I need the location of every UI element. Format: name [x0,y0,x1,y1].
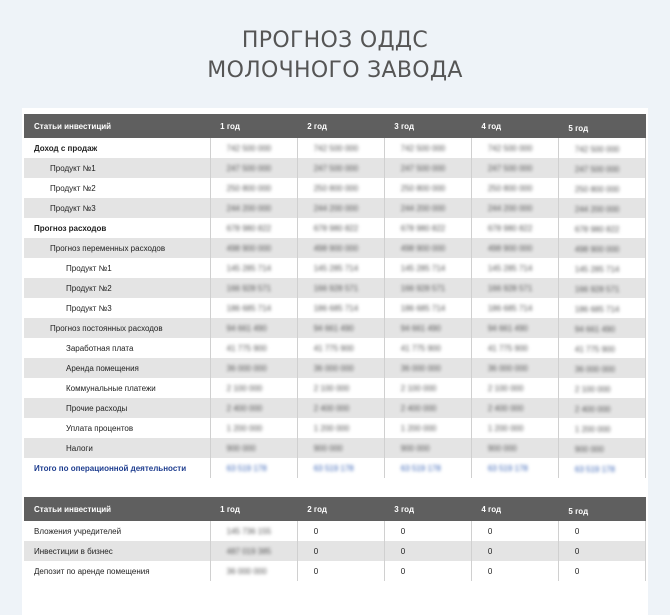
value-cell [471,298,558,318]
cell-value: 145 285 714 [487,263,533,273]
title-line-1: ПРОГНОЗ ОДДС [241,28,429,53]
table-body [24,521,646,581]
value-cell [210,178,297,198]
cell-value: 244 200 000 [313,203,359,213]
cell-value: 1 200 000 [313,423,350,433]
value-cell [384,198,471,218]
value-cell [558,338,645,358]
value-cell [210,398,297,418]
row-label: Продукт №2 [24,178,210,198]
value-cell [210,438,297,458]
value-cell [297,198,384,218]
table-row [24,258,646,278]
row-label: Прочие расходы [24,398,210,418]
value-cell [210,158,297,178]
cell-value: 41 775 900 [313,343,354,353]
cell-value: 247 500 000 [400,163,446,173]
value-cell [558,398,645,418]
cell-value: 2 100 000 [574,385,611,394]
cell-value: 2 100 000 [313,383,350,393]
value-cell [384,218,471,238]
cell-value: 247 500 000 [226,163,272,173]
cell-value: 2 400 000 [487,403,524,413]
value-cell [471,338,558,358]
cell-value: 0 [487,526,493,536]
value-cell [297,178,384,198]
cell-value: 2 100 000 [487,383,524,393]
cell-value: 2 400 000 [574,405,611,414]
table-row [24,358,646,378]
cell-value: 63 519 178 [226,463,267,473]
cell-value: 244 200 000 [226,203,272,213]
cell-value: 250 800 000 [487,183,533,193]
value-cell [297,158,384,178]
cell-value: 247 500 000 [313,163,359,173]
cell-value: 1 200 000 [226,423,263,433]
table-row [24,318,646,338]
value-cell [384,338,471,358]
cell-value: 0 [487,546,493,556]
value-cell [471,238,558,258]
table-row [24,378,646,398]
row-label: Прогноз переменных расходов [24,238,210,258]
value-cell [297,418,384,438]
value-cell [558,238,645,258]
value-cell [558,198,645,218]
column-header: 3 год [384,497,471,521]
value-cell [297,278,384,298]
value-cell [558,298,645,318]
cell-value: 900 000 [313,443,343,453]
value-cell [471,378,558,398]
value-cell [471,418,558,438]
cell-value: 94 661 490 [574,325,615,334]
value-cell [471,138,558,158]
value-cell [384,238,471,258]
column-header: Статьи инвестиций [24,114,210,138]
column-header: Статьи инвестиций [24,497,210,521]
page-title [0,0,670,86]
cell-value: 2 400 000 [400,403,437,413]
row-label: Коммунальные платежи [24,378,210,398]
value-cell [384,458,471,478]
cell-value: 2 400 000 [226,403,263,413]
row-label: Доход с продаж [24,138,210,158]
value-cell [558,358,645,378]
cell-value: 0 [313,566,319,576]
column-header: 4 год [471,497,558,521]
title-line-2: МОЛОЧНОГО ЗАВОДА [207,58,463,83]
value-cell [471,438,558,458]
value-cell [297,298,384,318]
value-cell [558,418,645,438]
column-header: 5 год [558,114,645,138]
cell-value: 742 500 000 [226,143,272,153]
column-header: 1 год [210,114,297,138]
cell-value: 145 285 714 [226,263,272,273]
column-header: 2 год [297,114,384,138]
cell-value: 2 400 000 [313,403,350,413]
value-cell [384,521,471,541]
value-cell [210,521,297,541]
cell-value: 145 285 714 [574,265,620,274]
value-cell [384,378,471,398]
cell-value: 166 928 571 [400,283,446,293]
cell-value: 900 000 [574,445,604,454]
value-cell [210,258,297,278]
cell-value: 900 000 [226,443,256,453]
cell-value: 498 900 000 [574,245,620,254]
cell-value: 247 500 000 [487,163,533,173]
cell-value: 186 685 714 [226,303,272,313]
value-cell [384,398,471,418]
cell-value: 145 285 714 [313,263,359,273]
value-cell [471,318,558,338]
value-cell [297,138,384,158]
value-cell [297,398,384,418]
value-cell [384,298,471,318]
value-cell [558,158,645,178]
cell-value: 186 685 714 [400,303,446,313]
row-label: Заработная плата [24,338,210,358]
cell-value: 36 000 000 [226,363,267,373]
cell-value: 742 500 000 [313,143,359,153]
value-cell [558,521,645,541]
cell-value: 0 [574,566,580,576]
table-header-row [24,497,646,521]
cell-value: 0 [487,566,493,576]
cell-value: 250 800 000 [226,183,272,193]
column-header: 3 год [384,114,471,138]
table-row [24,198,646,218]
cell-value: 250 800 000 [574,185,620,194]
table-row [24,561,646,581]
value-cell [210,561,297,581]
cell-value: 498 900 000 [487,243,533,253]
cell-value: 41 775 900 [574,345,615,354]
value-cell [297,438,384,458]
cell-value: 742 500 000 [400,143,446,153]
row-label: Вложения учредителей [24,521,210,541]
value-cell [384,158,471,178]
value-cell [471,158,558,178]
value-cell [297,238,384,258]
value-cell [297,358,384,378]
value-cell [471,218,558,238]
value-cell [210,218,297,238]
row-label: Итого по операционной деятельности [24,458,210,478]
value-cell [210,298,297,318]
row-label: Продукт №3 [24,198,210,218]
value-cell [297,338,384,358]
value-cell [384,541,471,561]
value-cell [471,178,558,198]
table-row [24,278,646,298]
value-cell [210,338,297,358]
value-cell [558,378,645,398]
cell-value: 2 100 000 [400,383,437,393]
cell-value: 41 775 900 [487,343,528,353]
value-cell [471,258,558,278]
cell-value: 1 200 000 [487,423,524,433]
table-row [24,418,646,438]
value-cell [210,318,297,338]
cell-value: 36 000 000 [226,566,267,576]
value-cell [210,458,297,478]
cell-value: 0 [400,546,406,556]
cell-value: 36 000 000 [400,363,441,373]
cell-value: 186 685 714 [313,303,359,313]
cell-value: 678 980 822 [226,223,272,233]
cell-value: 678 980 822 [487,223,533,233]
cell-value: 36 000 000 [313,363,354,373]
value-cell [558,318,645,338]
value-cell [471,358,558,378]
table-row [24,138,646,158]
cell-value: 487 019 385 [226,546,272,556]
value-cell [384,418,471,438]
cell-value: 36 000 000 [574,365,615,374]
row-label: Налоги [24,438,210,458]
row-label: Продукт №3 [24,298,210,318]
cell-value: 145 736 155 [226,526,272,536]
cell-value: 250 800 000 [313,183,359,193]
cell-value: 94 661 490 [313,323,354,333]
value-cell [297,258,384,278]
value-cell [297,318,384,338]
cell-value: 94 661 490 [226,323,267,333]
cell-value: 498 900 000 [226,243,272,253]
cell-value: 0 [574,546,580,556]
value-cell [210,378,297,398]
value-cell [558,278,645,298]
cell-value: 41 775 900 [226,343,267,353]
cell-value: 63 519 178 [313,463,354,473]
cell-value: 0 [400,526,406,536]
row-label: Прогноз расходов [24,218,210,238]
table-header-row [24,114,646,138]
value-cell [210,358,297,378]
value-cell [471,458,558,478]
row-label: Аренда помещения [24,358,210,378]
cell-value: 186 685 714 [574,305,620,314]
cell-value: 678 980 822 [400,223,446,233]
value-cell [297,458,384,478]
value-cell [384,561,471,581]
value-cell [558,138,645,158]
investment-table [24,497,646,581]
column-header: 1 год [210,497,297,521]
cell-value: 498 900 000 [400,243,446,253]
column-header: 5 год [558,497,645,521]
cell-value: 166 928 571 [574,285,620,294]
cell-value: 244 200 000 [574,205,620,214]
value-cell [210,541,297,561]
column-header: 4 год [471,114,558,138]
value-cell [297,521,384,541]
value-cell [384,318,471,338]
table-row [24,158,646,178]
row-label: Продукт №2 [24,278,210,298]
value-cell [471,561,558,581]
cell-value: 63 519 178 [574,465,615,474]
cell-value: 166 928 571 [487,283,533,293]
cell-value: 63 519 178 [400,463,441,473]
cell-value: 1 200 000 [400,423,437,433]
value-cell [210,198,297,218]
table-row [24,541,646,561]
table-row [24,398,646,418]
value-cell [558,541,645,561]
value-cell [210,238,297,258]
value-cell [384,278,471,298]
table-row [24,178,646,198]
table-row [24,458,646,478]
cell-value: 94 661 490 [487,323,528,333]
value-cell [297,218,384,238]
cell-value: 244 200 000 [400,203,446,213]
value-cell [210,278,297,298]
cell-value: 742 500 000 [574,145,620,154]
cell-value: 247 500 000 [574,165,620,174]
cell-value: 900 000 [487,443,517,453]
value-cell [471,198,558,218]
table-row [24,338,646,358]
value-cell [210,138,297,158]
row-label: Прогноз постоянных расходов [24,318,210,338]
value-cell [384,258,471,278]
value-cell [471,398,558,418]
row-label: Продукт №1 [24,158,210,178]
cell-value: 2 100 000 [226,383,263,393]
cell-value: 94 661 490 [400,323,441,333]
row-label: Продукт №1 [24,258,210,278]
value-cell [384,358,471,378]
table-body [24,138,646,478]
cell-value: 186 685 714 [487,303,533,313]
cell-value: 145 285 714 [400,263,446,273]
cell-value: 36 000 000 [487,363,528,373]
cell-value: 250 800 000 [400,183,446,193]
cell-value: 1 200 000 [574,425,611,434]
spreadsheet [22,108,648,615]
value-cell [558,218,645,238]
value-cell [558,561,645,581]
cell-value: 678 980 822 [313,223,359,233]
operating-cashflow-table [24,114,646,478]
cell-value: 0 [313,526,319,536]
row-label: Инвестиции в бизнес [24,541,210,561]
table-row [24,521,646,541]
value-cell [471,278,558,298]
cell-value: 742 500 000 [487,143,533,153]
row-label: Уплата процентов [24,418,210,438]
row-label: Депозит по аренде помещения [24,561,210,581]
cell-value: 41 775 900 [400,343,441,353]
value-cell [471,541,558,561]
cell-value: 678 980 822 [574,225,620,234]
column-header: 2 год [297,497,384,521]
table-row [24,238,646,258]
table-row [24,218,646,238]
cell-value: 166 928 571 [313,283,359,293]
value-cell [471,521,558,541]
cell-value: 0 [400,566,406,576]
value-cell [558,178,645,198]
table-row [24,438,646,458]
cell-value: 0 [574,526,580,536]
value-cell [297,561,384,581]
value-cell [210,418,297,438]
value-cell [558,458,645,478]
value-cell [384,438,471,458]
cell-value: 244 200 000 [487,203,533,213]
cell-value: 900 000 [400,443,430,453]
value-cell [384,138,471,158]
value-cell [384,178,471,198]
cell-value: 166 928 571 [226,283,272,293]
cell-value: 0 [313,546,319,556]
value-cell [558,438,645,458]
value-cell [297,541,384,561]
cell-value: 63 519 178 [487,463,528,473]
value-cell [297,378,384,398]
value-cell [558,258,645,278]
table-row [24,298,646,318]
cell-value: 498 900 000 [313,243,359,253]
